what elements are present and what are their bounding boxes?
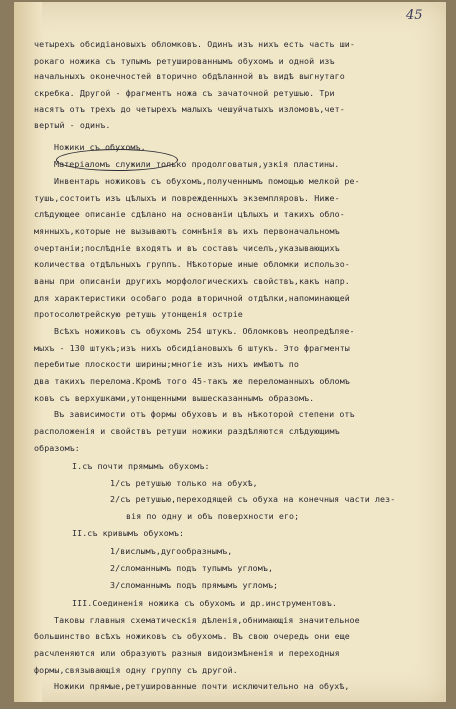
text-line: мыхъ - 130 штукъ;изъ нихъ обсидіановыхъ 6 штукъ. Это фрагменты (34, 343, 350, 353)
text-line: перебитые плоскости ширины;многіе изъ нихъ имѣютъ по (34, 359, 299, 369)
text-line: количества отдѣльныхъ группъ. Нѣкоторые иные обломки использо- (34, 259, 350, 269)
text-line: Всѣхъ ножиковъ съ обухомъ 254 штукъ. Обломковъ неопредѣляе- (54, 326, 355, 336)
text-line: 1/вислымъ,дугообразнымъ, (110, 546, 233, 556)
text-line: ваны при описаніи другихъ морфологическихъ свойствъ,какъ напр. (34, 276, 350, 286)
text-line: Матеріаломъ служили только продолговатыя,узкія пластины. (54, 159, 340, 169)
text-line: тушь,состоитъ изъ цѣлыхъ и поврежденныхъ экземпляровъ. Ниже- (34, 193, 340, 203)
text-line: мянныхъ,которые не вызываютъ сомнѣнія въ ихъ первоначальномъ (34, 226, 340, 236)
text-line: 1/съ ретушью только на обухѣ, (110, 478, 258, 488)
text-line: III.Соединенія ножика съ обухомъ и др.инструментовъ. (72, 598, 337, 608)
text-line: для характеристики особаго рода вторичной отдѣлки,напоминающей (34, 293, 350, 303)
text-line: расположенія и свойствъ ретуши ножики раздѣляются слѣдующимъ (34, 426, 340, 436)
text-line: II.съ кривымъ обухомъ: (72, 528, 185, 538)
text-line: I.съ почти прямымъ обухомъ: (72, 461, 210, 471)
text-line: ковъ съ верхушками,утонщенными вышесказаннымъ образомъ. (34, 393, 315, 403)
text-line: рокаго ножика съ тупымъ ретушированнымъ обухомъ и одной изъ (34, 56, 335, 66)
text-line: скребка. Другой - фрагментъ ножа съ зачаточной ретушью. Три (34, 88, 335, 98)
section-heading: Ножики съ обухомъ. (54, 142, 146, 152)
text-line: очертаніи;послѣдніе входятъ и въ составъ чиселъ,указывающихъ (34, 243, 340, 253)
text-line: насятъ отъ трехъ до четырехъ малыхъ чешуйчатыхъ изломовъ,чет- (34, 104, 345, 114)
text-line: Ножики прямые,ретушированные почти исключительно на обухѣ, (54, 681, 350, 691)
text-line: четырехъ обсидіановыхъ обломковъ. Одинъ изъ нихъ есть часть ши- (34, 39, 355, 49)
text-line: слѣдующее описаніе сдѣлано на основаніи цѣлыхъ и такихъ обло- (34, 209, 345, 219)
text-line: большинство всѣхъ ножиковъ съ обухомъ. Въ свою очередь они еще (34, 631, 350, 641)
text-line: Инвентарь ножиковъ съ обухомъ,полученнымъ помощью мелкой ре- (54, 176, 360, 186)
text-line: образомъ: (34, 443, 80, 453)
text-line: Таковы главныя схематическія дѣленія,обнимающія значительное (54, 615, 360, 625)
text-line: начальныхъ оконечностей вторично обдѣланной въ видѣ выгнутаго (34, 71, 345, 81)
text-line: 2/сломаннымъ подъ тупымъ угломъ, (110, 563, 274, 573)
text-line: 2/съ ретушью,переходящей съ обуха на конечныя части лез- (110, 494, 396, 504)
text-line: вертый - одинъ. (34, 120, 111, 130)
text-line: 3/сломаннымъ подъ прямымъ угломъ; (110, 580, 279, 590)
text-line: протосолютрейскую ретушь утонщенія остріе (34, 309, 243, 319)
text-line: два такихъ перелома.Кромѣ того 45-такъ же переломанныхъ обломъ (34, 376, 350, 386)
document-page (14, 2, 446, 702)
text-line: Въ зависимости отъ формы обуховъ и въ нѣкоторой степени отъ (54, 409, 355, 419)
text-line: расчленяются или образуютъ разныя видоизмѣненія и переходныя (34, 648, 340, 658)
text-line: формы,связывающія одну группу съ другой. (34, 665, 238, 675)
text-line: вія по одну и объ поверхности его; (126, 511, 300, 521)
page-number: 45 (406, 8, 423, 23)
